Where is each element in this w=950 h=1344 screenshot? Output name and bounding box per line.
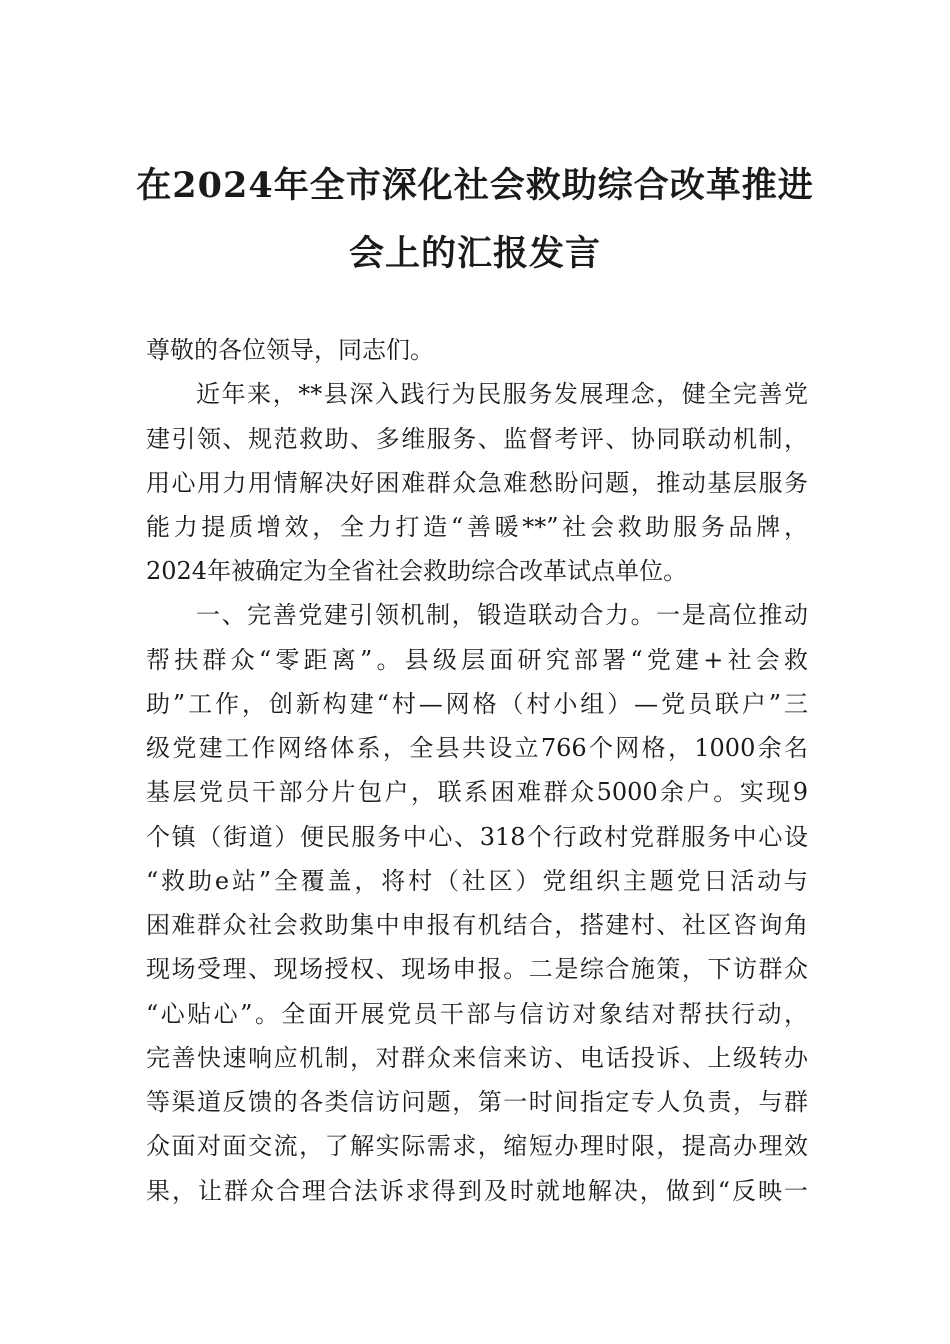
paragraph-line: 近年来，**县深入践行为民服务发展理念，健全完善党 (196, 380, 808, 408)
paragraph-line: 完善快速响应机制，对群众来信来访、电话投诉、上级转办 (146, 1044, 808, 1072)
paragraph-line: 众面对面交流，了解实际需求，缩短办理时限，提高办理效 (146, 1132, 808, 1160)
paragraph-line: 等渠道反馈的各类信访问题，第一时间指定专人负责，与群 (146, 1088, 808, 1116)
paragraph-line: 助”工作，创新构建“村—网格（村小组）—党员联户”三 (146, 690, 808, 718)
salutation: 尊敬的各位领导，同志们。 (146, 336, 434, 364)
paragraph-line: 基层党员干部分片包户，联系困难群众5000余户。实现9 (146, 778, 808, 806)
paragraph-line: 能力提质增效，全力打造“善暖**”社会救助服务品牌， (146, 513, 808, 541)
paragraph-line: 现场受理、现场授权、现场申报。二是综合施策，下访群众 (146, 955, 808, 983)
paragraph-line: 建引领、规范救助、多维服务、监督考评、协同联动机制， (146, 425, 808, 453)
paragraph-line: 用心用力用情解决好困难群众急难愁盼问题，推动基层服务 (146, 469, 808, 497)
paragraph-line: 个镇（街道）便民服务中心、318个行政村党群服务中心设 (146, 823, 808, 851)
document-title-line-1: 在2024年全市深化社会救助综合改革推进 (136, 165, 814, 206)
paragraph-line: 果，让群众合理合法诉求得到及时就地解决，做到“反映一 (146, 1177, 808, 1205)
paragraph-line: 2024年被确定为全省社会救助综合改革试点单位。 (146, 557, 688, 585)
paragraph-line: “救助e站”全覆盖，将村（社区）党组织主题党日活动与 (146, 867, 808, 895)
paragraph-line: 级党建工作网络体系，全县共设立766个网格，1000余名 (146, 734, 808, 762)
paragraph-line: 困难群众社会救助集中申报有机结合，搭建村、社区咨询角 (146, 911, 808, 939)
document-title-line-2: 会上的汇报发言 (348, 233, 601, 274)
paragraph-line: 帮扶群众“零距离”。县级层面研究部署“党建+社会救 (146, 646, 808, 674)
paragraph-line: “心贴心”。全面开展党员干部与信访对象结对帮扶行动， (146, 1000, 808, 1028)
paragraph-line: 一、完善党建引领机制，锻造联动合力。一是高位推动 (196, 601, 808, 629)
